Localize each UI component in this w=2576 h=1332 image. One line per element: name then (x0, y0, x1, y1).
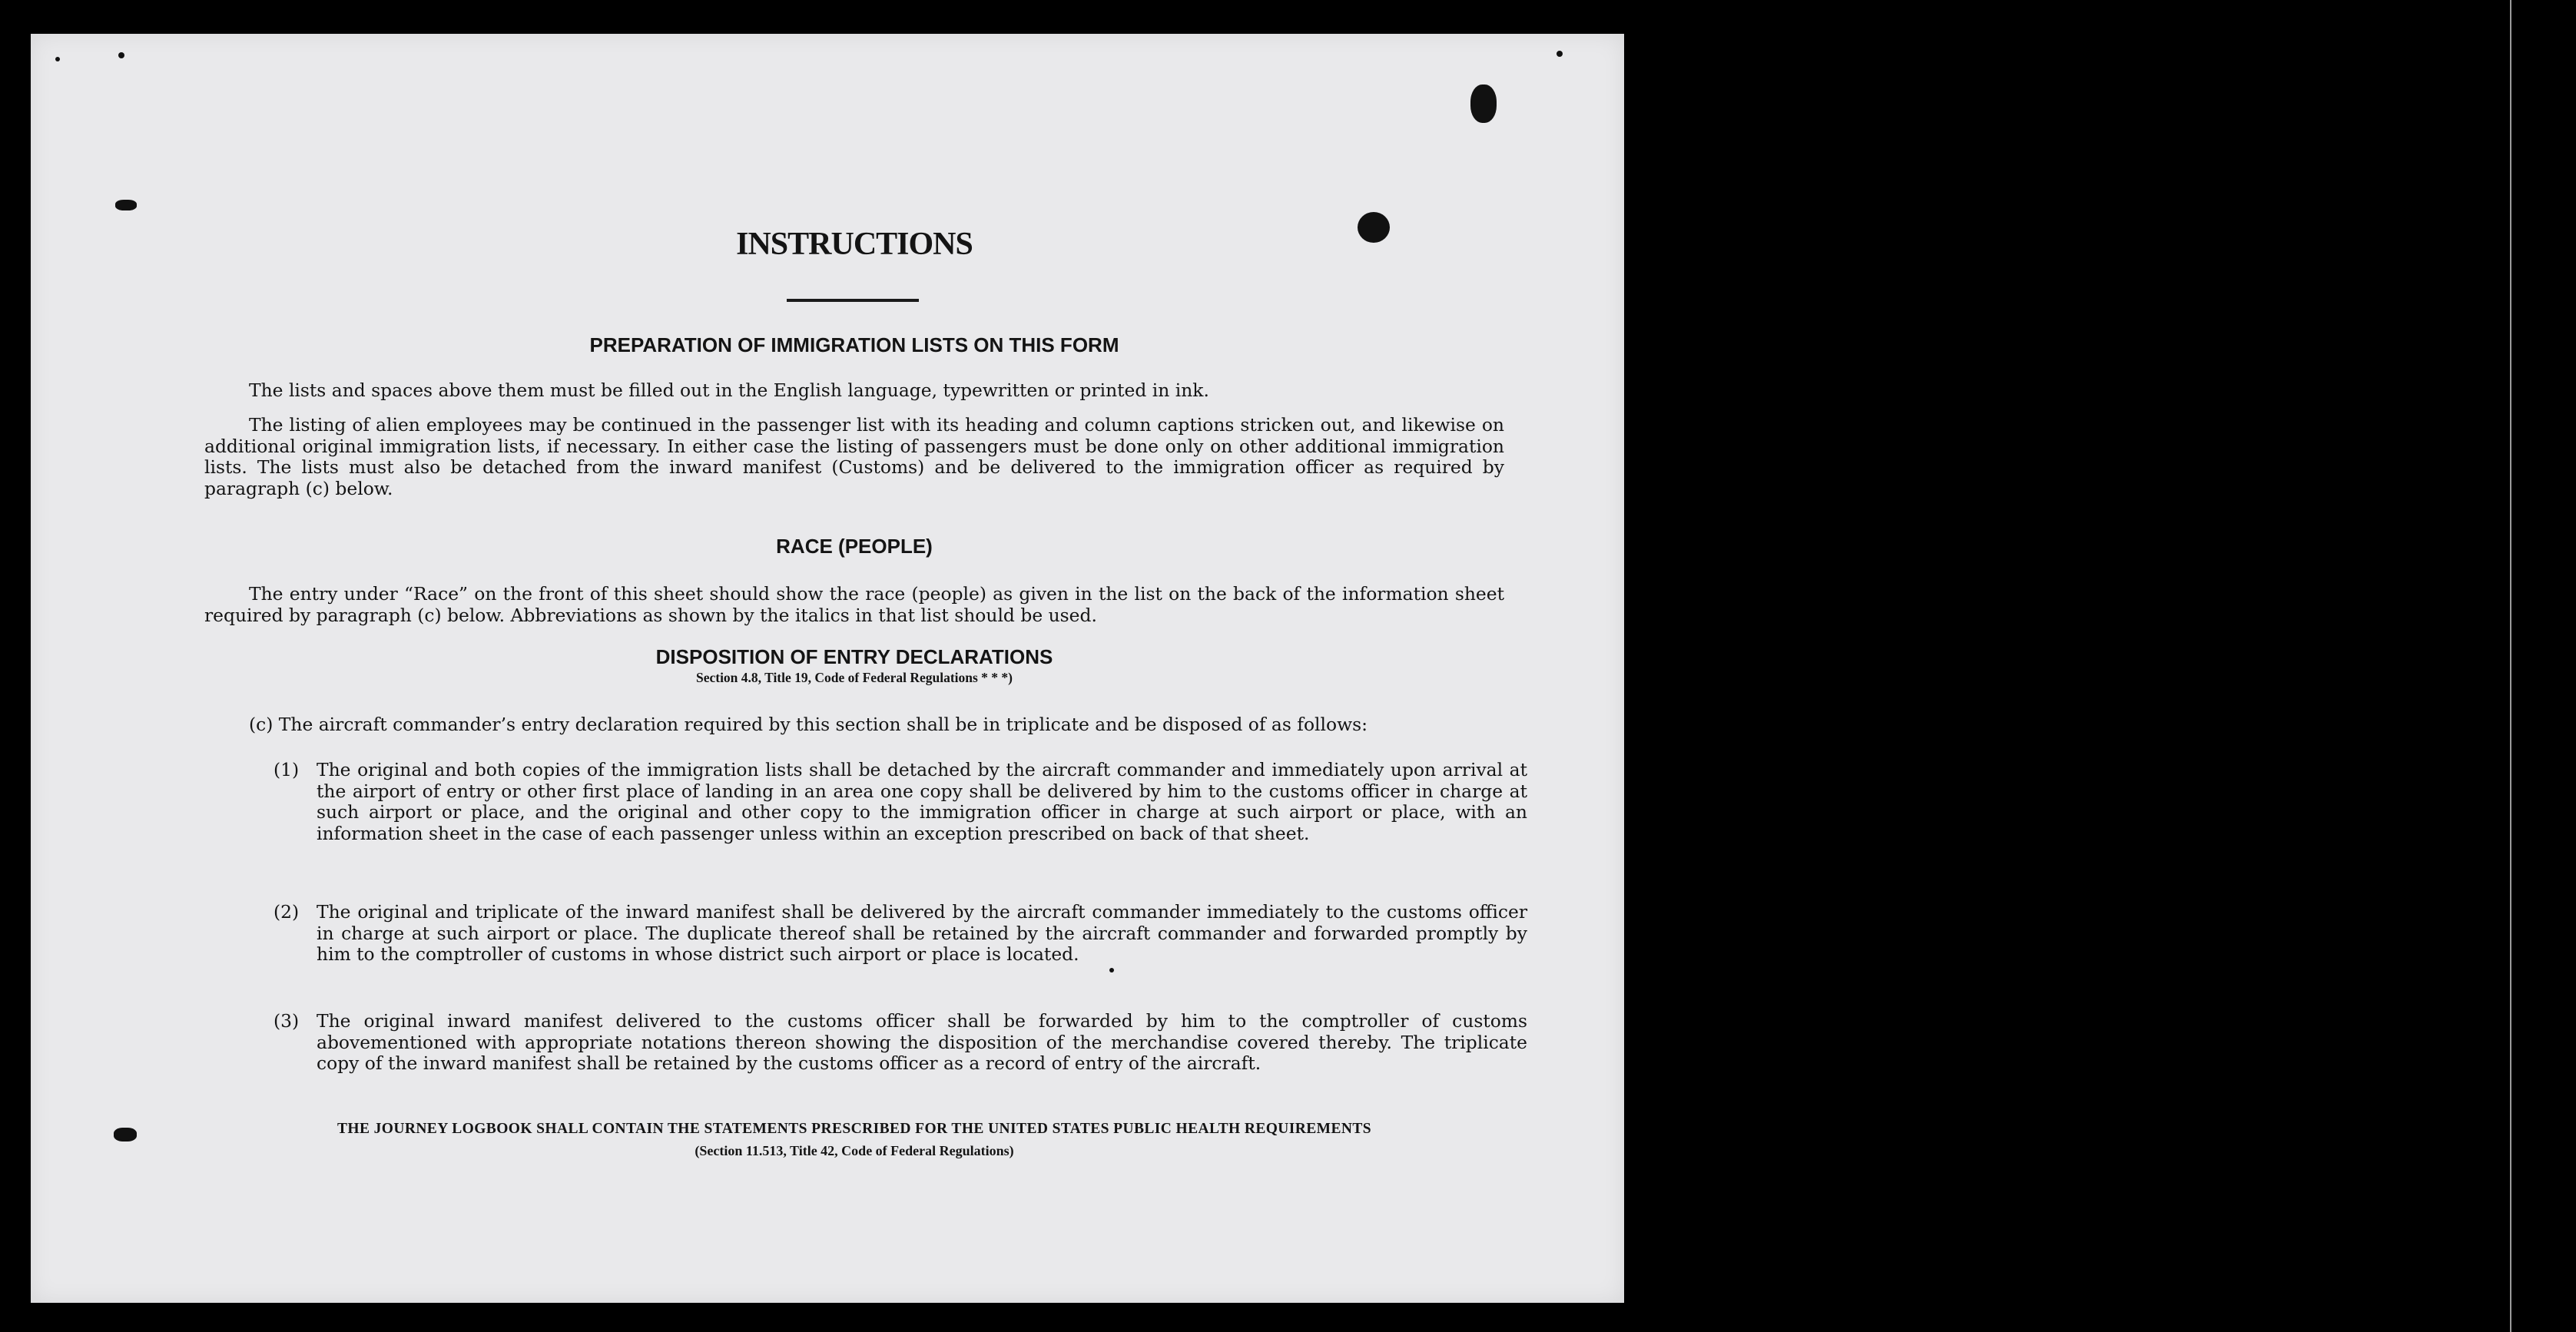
speck-mark (114, 1128, 137, 1141)
scanner-edge-line (2510, 0, 2511, 1332)
speck-mark (55, 57, 60, 61)
page-title: INSTRUCTIONS (736, 227, 973, 262)
footer-logbook-statement: THE JOURNEY LOGBOOK SHALL CONTAIN THE STATEMENTS PRESCRIBED FOR THE UNITED STATES PUBLIC HEALTH REQUIREMENTS (337, 1121, 1372, 1137)
list-item (274, 1010, 1527, 1075)
paragraph-english-language: The lists and spaces above them must be filled out in the English language, typewritten or printed in ink. (249, 379, 1209, 401)
list-item-text: The original and both copies of the immigration lists shall be detached by the aircraft commander and immediately upon arrival at the airport of entry or other first place of landing in an area one copy shall be delivered by him to the customs officer in charge at such airport or place, and the original and other copy to the immigration officer in charge at such airport or place, with an information sheet in the case of each passenger unless within an exception prescribed on back of that sheet. (317, 759, 1527, 844)
speck-mark (1557, 51, 1563, 57)
paragraph-alien-employees: The listing of alien employees may be continued in the passenger list with its heading and column captions stricken out, and likewise on additional original immigration lists, if necessary. In either case the listing of passengers must be done only on other additional immigration lists. The lists must also be detached from the inward manifest (Customs) and be delivered to the immigration officer as required by paragraph (c) below. (204, 414, 1504, 499)
document-page (31, 34, 1624, 1303)
list-item-number: (3) (274, 1010, 300, 1032)
section-heading-preparation: PREPARATION OF IMMIGRATION LISTS ON THIS FORM (589, 333, 1119, 356)
list-item (274, 759, 1527, 844)
title-underline (787, 299, 919, 302)
footer-regulation-citation: (Section 11.513, Title 42, Code of Federal Regulations) (695, 1143, 1014, 1158)
list-item-text: The original and triplicate of the inward manifest shall be delivered by the aircraft commander immediately to the customs officer in charge at such airport or place. The duplicate thereof shall be retained by the aircraft commander and forwarded promptly by him to the comptroller of customs in whose district such airport or place is located. (317, 901, 1527, 965)
list-item-text: The original inward manifest delivered to the customs officer shall be forwarded by him to the comptroller of customs abovementioned with appropriate notations thereon showing the disposition of the merchandise covered thereby. The triplicate copy of the inward manifest shall be retained by the customs officer as a record of entry of the aircraft. (317, 1010, 1527, 1074)
paragraph-race: The entry under “Race” on the front of this sheet should show the race (people) as given in the list on the back of the information sheet required by paragraph (c) below. Abbreviations as shown by the italics in that list should be used. (204, 583, 1504, 626)
list-item-number: (2) (274, 901, 300, 923)
regulation-citation: Section 4.8, Title 19, Code of Federal Regulations * * *) (695, 670, 1013, 685)
clause-text: The aircraft commander’s entry declaration required by this section shall be in triplicate and be disposed of as follows: (278, 714, 1368, 735)
list-item-number: (1) (274, 759, 300, 780)
speck-mark (1109, 968, 1114, 972)
section-heading-disposition: DISPOSITION OF ENTRY DECLARATIONS (655, 645, 1053, 668)
list-item (274, 901, 1527, 966)
speck-mark (118, 52, 124, 58)
speck-mark (1470, 84, 1497, 123)
clause-c (249, 714, 1504, 736)
section-heading-race: RACE (PEOPLE) (776, 535, 933, 558)
clause-label: (c) (249, 714, 274, 735)
speck-mark (115, 200, 137, 210)
